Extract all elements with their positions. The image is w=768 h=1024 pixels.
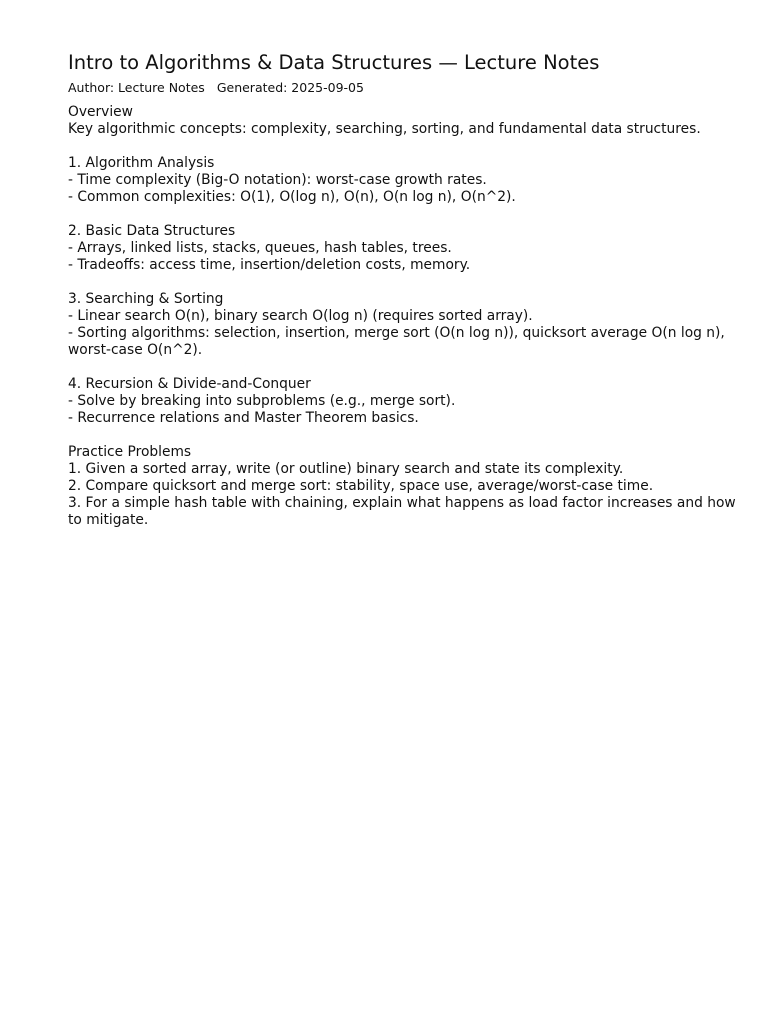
- section-line: - Arrays, linked lists, stacks, queues, hash tables, trees.: [68, 240, 452, 256]
- section-heading: Practice Problems: [68, 444, 192, 460]
- section-line: Key algorithmic concepts: complexity, searching, sorting, and fundamental data structures.: [68, 121, 701, 137]
- section-overview: [68, 104, 744, 138]
- document-meta: [68, 80, 744, 96]
- section-heading: 1. Algorithm Analysis: [68, 155, 215, 171]
- section-line: - Common complexities: O(1), O(log n), O(n), O(n log n), O(n^2).: [68, 189, 516, 205]
- practice-problem: 3. For a simple hash table with chaining, explain what happens as load factor increases and how to mitigate.: [68, 495, 736, 528]
- author-label: Author: Lecture Notes: [68, 80, 205, 95]
- section-basic-data-structures: [68, 223, 744, 274]
- section-line: - Recurrence relations and Master Theorem basics.: [68, 410, 419, 426]
- section-heading: 3. Searching & Sorting: [68, 291, 224, 307]
- document-title: Intro to Algorithms & Data Structures — Lecture Notes: [68, 51, 600, 74]
- section-heading: 4. Recursion & Divide-and-Conquer: [68, 376, 311, 392]
- section-recursion: [68, 376, 744, 427]
- section-searching-sorting: [68, 291, 744, 359]
- section-practice-problems: [68, 444, 744, 529]
- section-line: - Solve by breaking into subproblems (e.g., merge sort).: [68, 393, 456, 409]
- section-line: - Time complexity (Big-O notation): worst-case growth rates.: [68, 172, 487, 188]
- section-line: - Linear search O(n), binary search O(log n) (requires sorted array).: [68, 308, 533, 324]
- document-body: [68, 104, 744, 529]
- section-heading: Overview: [68, 104, 133, 120]
- section-line: - Sorting algorithms: selection, insertion, merge sort (O(n log n)), quicksort average O(n log n), worst-case O(n^2).: [68, 325, 725, 358]
- generated-date: Generated: 2025-09-05: [216, 80, 364, 95]
- practice-problem: 2. Compare quicksort and merge sort: stability, space use, average/worst-case time.: [68, 478, 654, 494]
- section-heading: 2. Basic Data Structures: [68, 223, 236, 239]
- practice-problem: 1. Given a sorted array, write (or outline) binary search and state its complexity.: [68, 461, 624, 477]
- section-line: - Tradeoffs: access time, insertion/deletion costs, memory.: [68, 257, 471, 273]
- document-page: [68, 50, 744, 546]
- section-algorithm-analysis: [68, 155, 744, 206]
